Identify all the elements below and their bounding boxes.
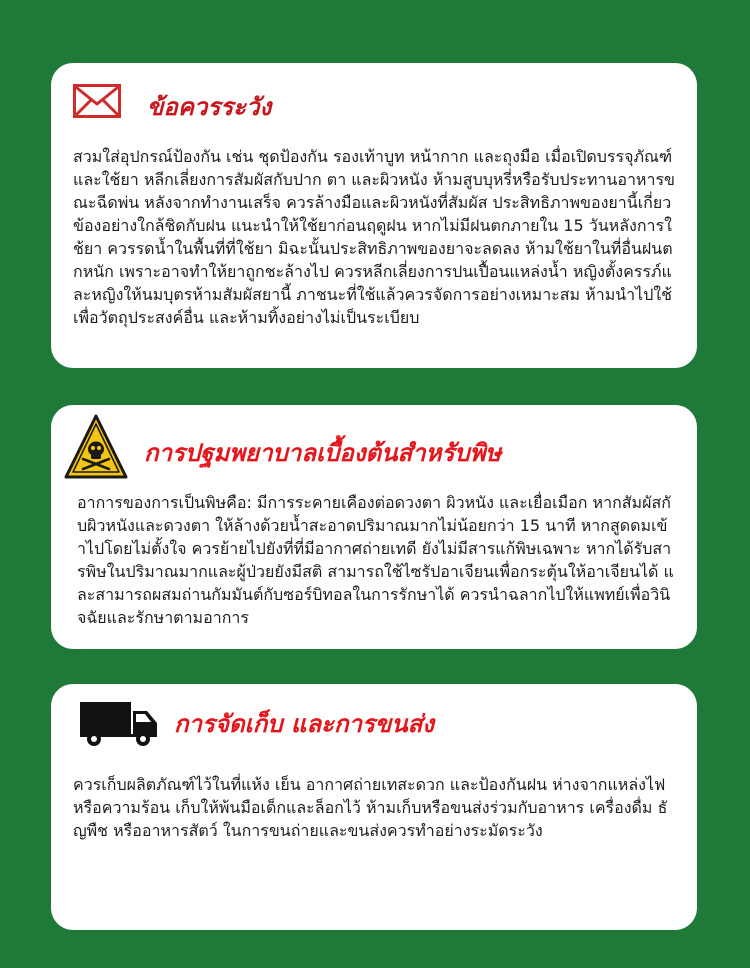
first-aid-text: อาการของการเป็นพิษคือ: มีการระคายเคืองต่อดวงตา ผิวหนัง และเยื่อเมือก หากสัมผัสกับผิวหนังและดวงตา ให้ล้างด้วยน้ำสะอาดปริมาณมากไม่น้อยกว่า 15 นาที หากสูดดมเข้าไปโดยไม่ตั้งใจ ควรย้ายไปยังที่ที่มีอากาศถ่ายเทดี ยังไม่มีสารแก้พิษเฉพาะ หากได้รับสารพิษในปริมาณมากและผู้ป่วยยังมีสติ สามารถใช้ไซรัปอาเจียนเพื่อกระตุ้นให้อาเจียนได้ และสามารถผสมถ่านกัมมันต์กับซอร์บิทอลในการรักษาได้ ควรนำฉลากไปให้แพทย์เพื่อวินิจฉัยและรักษาตามอาการ [77,493,674,627]
first-aid-title: การปฐมพยาบาลเบื้องต้นสำหรับพิษ [144,439,502,467]
first-aid-card [51,405,697,649]
storage-title: การจัดเก็บ และการขนส่ง [174,710,435,738]
precautions-text: สวมใส่อุปกรณ์ป้องกัน เช่น ชุดป้องกัน รองเท้าบูท หน้ากาก และถุงมือ เมื่อเปิดบรรจุภัณฑ์และใช้ยา หลีกเลี่ยงการสัมผัสกับปาก ตา และผิวหนัง ห้ามสูบบุหรี่หรือรับประทานอาหารขณะฉีดพ่น หลังจากทำงานเสร็จ ควรล้างมือและผิวหนังที่สัมผัส ประสิทธิภาพของยานี้เกี่ยวข้องอย่างใกล้ชิดกับฝน แนะนำให้ใช้ยาก่อนฤดูฝน หากไม่มีฝนตกภายใน 15 วันหลังการใช้ยา ควรรดน้ำในพื้นที่ที่ใช้ยา มิฉะนั้นประสิทธิภาพของยาจะลดลง ห้ามใช้ยาในที่อื่นฝนตกหนัก เพราะอาจทำให้ยาถูกชะล้างไป ควรหลีกเลี่ยงการปนเปื้อนแหล่งน้ำ หญิงตั้งครรภ์และหญิงให้นมบุตรห้ามสัมผัสยานี้ ภาชนะที่ใช้แล้วควรจัดการอย่างเหมาะสม ห้ามนำไปใช้เพื่อวัตถุประสงค์อื่น และห้ามทิ้งอย่างไม่เป็นระเบียบ [73,147,675,327]
envelope-icon [72,83,122,119]
precautions-title: ข้อควรระวัง [147,93,272,121]
precautions-card [51,63,697,368]
storage-card [51,684,697,930]
truck-icon [79,698,159,748]
storage-text: ควรเก็บผลิตภัณฑ์ไว้ในที่แห้ง เย็น อากาศถ่ายเทสะดวก และป้องกันฝน ห่างจากแหล่งไฟหรือความร้อน เก็บให้พ้นมือเด็กและล็อกไว้ ห้ามเก็บหรือขนส่งร่วมกับอาหาร เครื่องดื่ม ธัญพืช หรืออาหารสัตว์ ในการขนถ่ายและขนส่งควรทำอย่างระมัดระวัง [73,775,668,840]
hazard-icon [63,413,129,483]
